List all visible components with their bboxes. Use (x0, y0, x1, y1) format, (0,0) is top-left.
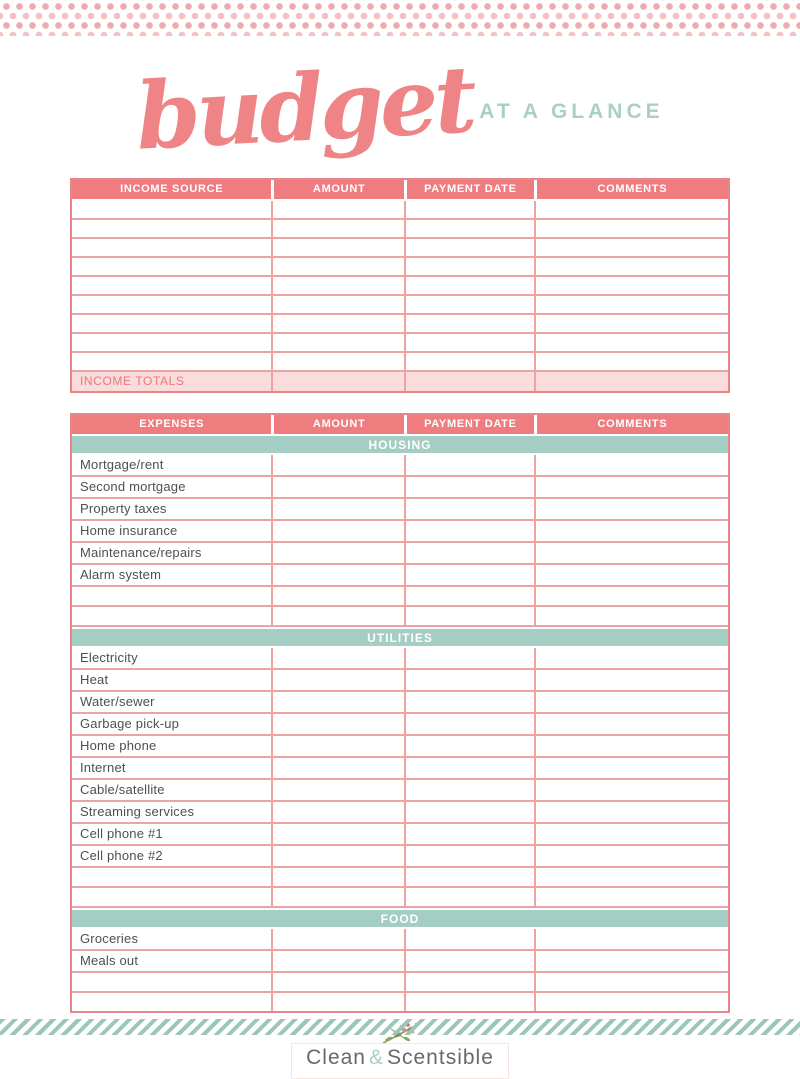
empty-cell (404, 824, 534, 844)
empty-cell (404, 780, 534, 800)
table-row (72, 565, 728, 587)
table-row (72, 824, 728, 846)
empty-cell (271, 846, 404, 866)
empty-cell (72, 973, 271, 991)
empty-cell (404, 758, 534, 778)
stripe-border-bottom (0, 1019, 800, 1035)
empty-cell (534, 846, 728, 866)
empty-cell (404, 499, 534, 519)
empty-cell (271, 929, 404, 949)
empty-cell (404, 258, 534, 275)
empty-cell (404, 521, 534, 541)
empty-cell (404, 670, 534, 690)
empty-cell (404, 868, 534, 886)
table-row (72, 692, 728, 714)
table-row (72, 868, 728, 888)
table-row (72, 477, 728, 499)
empty-cell (534, 824, 728, 844)
page-title (0, 40, 800, 171)
expense-item-label: Home phone (80, 738, 157, 753)
empty-cell (72, 277, 271, 294)
column-header: COMMENTS (534, 415, 728, 434)
empty-cell (72, 607, 271, 625)
expense-item-label: Heat (80, 672, 109, 687)
empty-cell (534, 888, 728, 906)
empty-cell (271, 868, 404, 886)
section-title: HOUSING (368, 437, 432, 452)
empty-cell (404, 372, 534, 391)
table-row (72, 455, 728, 477)
expense-item-label: Meals out (80, 953, 139, 968)
empty-cell (404, 587, 534, 605)
empty-cell (271, 315, 404, 332)
expense-item-label: Home insurance (80, 523, 178, 538)
title-script-budget: budget (133, 44, 476, 171)
empty-cell (271, 334, 404, 351)
empty-cell (72, 353, 271, 370)
table-row (72, 780, 728, 802)
expense-item-label: Mortgage/rent (80, 457, 164, 472)
expense-item-label: Second mortgage (80, 479, 186, 494)
empty-cell (534, 455, 728, 475)
empty-cell (404, 607, 534, 625)
empty-cell (404, 993, 534, 1011)
empty-cell (404, 888, 534, 906)
expense-item-label: Property taxes (80, 501, 167, 516)
empty-cell (404, 543, 534, 563)
empty-cell (271, 670, 404, 690)
empty-cell (72, 993, 271, 1011)
empty-cell (271, 824, 404, 844)
expense-item-label: Alarm system (80, 567, 162, 582)
empty-cell (534, 477, 728, 497)
expense-item-label: Cell phone #2 (80, 848, 163, 863)
table-row (72, 736, 728, 758)
expense-item-label: Internet (80, 760, 126, 775)
empty-cell (404, 802, 534, 822)
empty-cell (534, 692, 728, 712)
table-row (72, 607, 728, 627)
empty-cell (271, 277, 404, 294)
empty-cell (404, 334, 534, 351)
empty-cell (271, 258, 404, 275)
polka-dot-border-top (0, 0, 800, 36)
income-totals-row (72, 372, 728, 391)
empty-cell (404, 565, 534, 585)
empty-cell (534, 758, 728, 778)
table-row (72, 587, 728, 607)
table-row (72, 758, 728, 780)
table-row (72, 846, 728, 868)
table-header-row (72, 415, 728, 434)
table-row (72, 888, 728, 908)
empty-cell (404, 477, 534, 497)
empty-cell (271, 587, 404, 605)
empty-cell (271, 499, 404, 519)
table-row (72, 258, 728, 277)
table-row (72, 951, 728, 973)
empty-cell (72, 258, 271, 275)
section-title: FOOD (380, 911, 420, 926)
empty-cell (534, 296, 728, 313)
table-row (72, 353, 728, 372)
empty-cell (404, 692, 534, 712)
expense-item-label: Water/sewer (80, 694, 155, 709)
empty-cell (72, 239, 271, 256)
expense-item-label: Maintenance/repairs (80, 545, 202, 560)
empty-cell (534, 780, 728, 800)
column-header: INCOME SOURCE (120, 183, 224, 195)
empty-cell (534, 868, 728, 886)
empty-cell (534, 670, 728, 690)
empty-cell (534, 258, 728, 275)
empty-cell (534, 334, 728, 351)
column-header: AMOUNT (271, 180, 404, 199)
table-row (72, 239, 728, 258)
empty-cell (72, 334, 271, 351)
empty-cell (534, 802, 728, 822)
table-row (72, 973, 728, 993)
empty-cell (534, 277, 728, 294)
expense-item-label: Electricity (80, 650, 138, 665)
empty-cell (72, 201, 271, 218)
empty-cell (534, 973, 728, 991)
table-row (72, 543, 728, 565)
empty-cell (404, 220, 534, 237)
empty-cell (534, 648, 728, 668)
empty-cell (404, 714, 534, 734)
empty-cell (72, 296, 271, 313)
empty-cell (404, 296, 534, 313)
empty-cell (271, 802, 404, 822)
table-row (72, 521, 728, 543)
empty-cell (72, 888, 271, 906)
column-header: EXPENSES (139, 418, 205, 430)
empty-cell (72, 587, 271, 605)
empty-cell (404, 315, 534, 332)
column-header: PAYMENT DATE (404, 415, 534, 434)
table-row (72, 993, 728, 1011)
empty-cell (534, 372, 728, 391)
empty-cell (404, 929, 534, 949)
expense-item-label: Garbage pick-up (80, 716, 180, 731)
empty-cell (534, 607, 728, 625)
empty-cell (271, 353, 404, 370)
empty-cell (534, 315, 728, 332)
empty-cell (404, 846, 534, 866)
column-header: COMMENTS (534, 180, 728, 199)
empty-cell (271, 201, 404, 218)
empty-cell (271, 220, 404, 237)
empty-cell (271, 477, 404, 497)
expense-item-label: Cell phone #1 (80, 826, 163, 841)
empty-cell (271, 993, 404, 1011)
empty-cell (271, 607, 404, 625)
column-header: PAYMENT DATE (404, 180, 534, 199)
empty-cell (534, 714, 728, 734)
table-row (72, 315, 728, 334)
table-row (72, 648, 728, 670)
empty-cell (404, 353, 534, 370)
empty-cell (271, 521, 404, 541)
empty-cell (271, 973, 404, 991)
section-title: UTILITIES (367, 630, 433, 645)
empty-cell (534, 587, 728, 605)
empty-cell (271, 714, 404, 734)
table-row (72, 670, 728, 692)
expense-item-label: Groceries (80, 931, 139, 946)
brand-name (306, 1046, 494, 1069)
empty-cell (404, 736, 534, 756)
empty-cell (72, 868, 271, 886)
table-row (72, 802, 728, 824)
empty-cell (404, 239, 534, 256)
empty-cell (271, 372, 404, 391)
empty-cell (271, 565, 404, 585)
table-header-row (72, 180, 728, 199)
table-row (72, 277, 728, 296)
empty-cell (534, 499, 728, 519)
empty-cell (404, 455, 534, 475)
income-totals-label: INCOME TOTALS (80, 374, 185, 388)
empty-cell (72, 220, 271, 237)
table-row (72, 714, 728, 736)
brand-logo-box (291, 1043, 509, 1079)
empty-cell (271, 888, 404, 906)
empty-cell (271, 758, 404, 778)
empty-cell (534, 929, 728, 949)
table-row (72, 296, 728, 315)
brand-word-clean: Clean (306, 1046, 366, 1069)
empty-cell (534, 736, 728, 756)
empty-cell (271, 239, 404, 256)
empty-cell (271, 951, 404, 971)
table-row (72, 929, 728, 951)
column-header: AMOUNT (271, 415, 404, 434)
empty-cell (534, 239, 728, 256)
expenses-table (70, 413, 730, 1013)
brand-word-scentsible: Scentsible (387, 1046, 494, 1069)
empty-cell (534, 993, 728, 1011)
empty-cell (404, 648, 534, 668)
section-header-food (72, 910, 728, 927)
empty-cell (404, 201, 534, 218)
section-header-housing (72, 436, 728, 453)
expense-item-label: Cable/satellite (80, 782, 165, 797)
empty-cell (271, 543, 404, 563)
empty-cell (404, 277, 534, 294)
empty-cell (271, 455, 404, 475)
table-row (72, 499, 728, 521)
expense-item-label: Streaming services (80, 804, 195, 819)
empty-cell (534, 543, 728, 563)
empty-cell (404, 951, 534, 971)
empty-cell (534, 353, 728, 370)
empty-cell (534, 565, 728, 585)
empty-cell (534, 521, 728, 541)
table-row (72, 201, 728, 220)
empty-cell (72, 315, 271, 332)
empty-cell (534, 201, 728, 218)
income-table (70, 178, 730, 393)
brand-ampersand: & (368, 1046, 384, 1069)
empty-cell (271, 736, 404, 756)
empty-cell (534, 220, 728, 237)
empty-cell (271, 692, 404, 712)
empty-cell (534, 951, 728, 971)
section-header-utilities (72, 629, 728, 646)
empty-cell (271, 648, 404, 668)
title-caps-at-a-glance: AT A GLANCE (479, 100, 664, 123)
table-row (72, 220, 728, 239)
empty-cell (271, 296, 404, 313)
empty-cell (271, 780, 404, 800)
empty-cell (404, 973, 534, 991)
table-row (72, 334, 728, 353)
